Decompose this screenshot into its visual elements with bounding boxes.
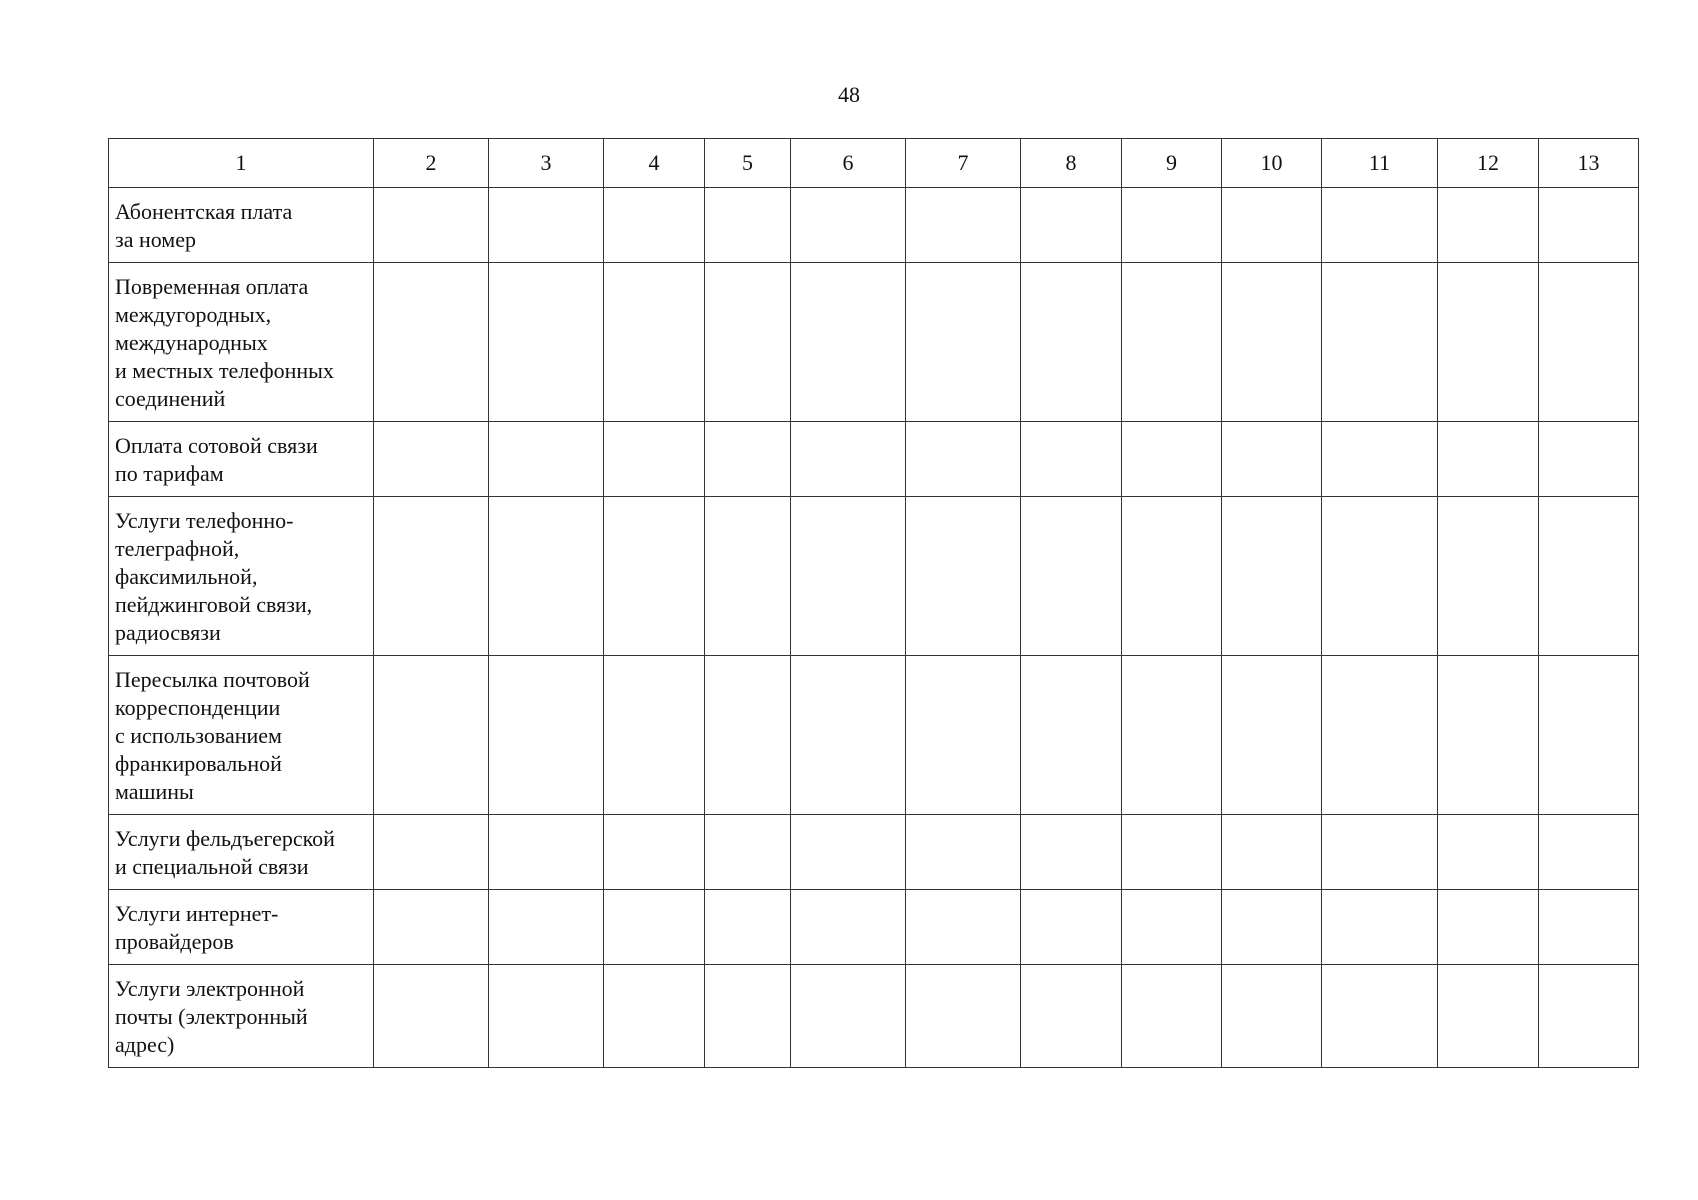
row-label-line: за номер (115, 227, 196, 252)
empty-cell (791, 497, 906, 656)
empty-cell (1021, 422, 1122, 497)
empty-cell (1539, 497, 1639, 656)
table-row (109, 890, 1639, 965)
row-label-line: Услуги фельдъегерской (115, 826, 335, 851)
empty-cell (1539, 656, 1639, 815)
empty-cell (1438, 815, 1539, 890)
empty-cell (374, 656, 489, 815)
empty-cell (906, 815, 1021, 890)
empty-cell (1222, 656, 1322, 815)
empty-cell (1539, 815, 1639, 890)
empty-cell (374, 263, 489, 422)
row-label-line: почты (электронный (115, 1004, 308, 1029)
empty-cell (374, 965, 489, 1068)
table-row (109, 188, 1639, 263)
row-label-line: Пересылка почтовой (115, 667, 310, 692)
empty-cell (1539, 188, 1639, 263)
empty-cell (1122, 263, 1222, 422)
empty-cell (489, 263, 604, 422)
empty-cell (1322, 656, 1438, 815)
empty-cell (489, 815, 604, 890)
row-label-line: факсимильной, (115, 564, 258, 589)
empty-cell (791, 188, 906, 263)
empty-cell (374, 815, 489, 890)
empty-cell (1539, 422, 1639, 497)
table-row (109, 497, 1639, 656)
row-label-line: машины (115, 779, 194, 804)
row-label (109, 263, 374, 422)
empty-cell (1322, 497, 1438, 656)
empty-cell (1222, 497, 1322, 656)
empty-cell (1438, 188, 1539, 263)
empty-cell (906, 656, 1021, 815)
services-table (108, 138, 1639, 1068)
empty-cell (1122, 422, 1222, 497)
column-header: 7 (906, 139, 1021, 188)
column-header: 3 (489, 139, 604, 188)
empty-cell (604, 965, 705, 1068)
column-header: 5 (705, 139, 791, 188)
empty-cell (1122, 656, 1222, 815)
empty-cell (1438, 422, 1539, 497)
column-header: 11 (1322, 139, 1438, 188)
empty-cell (1021, 890, 1122, 965)
row-label-line: телеграфной, (115, 536, 240, 561)
column-header: 4 (604, 139, 705, 188)
empty-cell (489, 188, 604, 263)
column-header: 2 (374, 139, 489, 188)
empty-cell (489, 656, 604, 815)
empty-cell (1438, 497, 1539, 656)
empty-cell (705, 965, 791, 1068)
empty-cell (1438, 263, 1539, 422)
empty-cell (705, 656, 791, 815)
row-label (109, 188, 374, 263)
row-label (109, 656, 374, 815)
empty-cell (374, 497, 489, 656)
empty-cell (705, 188, 791, 263)
empty-cell (1021, 497, 1122, 656)
row-label-line: по тарифам (115, 461, 224, 486)
empty-cell (1539, 263, 1639, 422)
empty-cell (489, 422, 604, 497)
empty-cell (489, 890, 604, 965)
empty-cell (1438, 965, 1539, 1068)
empty-cell (791, 656, 906, 815)
empty-cell (1122, 890, 1222, 965)
row-label-line: Абонентская плата (115, 199, 293, 224)
empty-cell (1122, 497, 1222, 656)
column-header: 8 (1021, 139, 1122, 188)
row-label (109, 815, 374, 890)
table-row (109, 263, 1639, 422)
empty-cell (1438, 890, 1539, 965)
empty-cell (1222, 815, 1322, 890)
empty-cell (791, 815, 906, 890)
empty-cell (705, 497, 791, 656)
row-label-line: Услуги телефонно- (115, 508, 294, 533)
row-label-line: с использованием (115, 723, 282, 748)
empty-cell (489, 497, 604, 656)
row-label-line: соединений (115, 386, 226, 411)
empty-cell (1322, 422, 1438, 497)
empty-cell (489, 965, 604, 1068)
empty-cell (705, 815, 791, 890)
empty-cell (604, 188, 705, 263)
empty-cell (1539, 890, 1639, 965)
empty-cell (1122, 188, 1222, 263)
empty-cell (1539, 965, 1639, 1068)
empty-cell (1322, 188, 1438, 263)
empty-cell (1322, 965, 1438, 1068)
table-row (109, 815, 1639, 890)
page-number: 48 (838, 82, 860, 107)
empty-cell (604, 815, 705, 890)
empty-cell (1222, 422, 1322, 497)
empty-cell (705, 263, 791, 422)
row-label-line: радиосвязи (115, 620, 221, 645)
empty-cell (791, 422, 906, 497)
table-row (109, 422, 1639, 497)
empty-cell (1021, 188, 1122, 263)
row-label-line: адрес) (115, 1032, 175, 1057)
empty-cell (604, 263, 705, 422)
row-label-line: международных (115, 330, 268, 355)
empty-cell (1021, 656, 1122, 815)
empty-cell (791, 263, 906, 422)
row-label (109, 965, 374, 1068)
table-row (109, 656, 1639, 815)
row-label (109, 422, 374, 497)
table-row (109, 965, 1639, 1068)
table-body (109, 188, 1639, 1068)
empty-cell (1222, 890, 1322, 965)
empty-cell (1222, 188, 1322, 263)
empty-cell (374, 188, 489, 263)
empty-cell (1222, 965, 1322, 1068)
column-header: 9 (1122, 139, 1222, 188)
row-label-line: Повременная оплата (115, 274, 309, 299)
empty-cell (1438, 656, 1539, 815)
empty-cell (1322, 263, 1438, 422)
row-label-line: и местных телефонных (115, 358, 334, 383)
column-header: 6 (791, 139, 906, 188)
row-label-line: франкировальной (115, 751, 282, 776)
column-header: 12 (1438, 139, 1539, 188)
empty-cell (1322, 890, 1438, 965)
column-header: 13 (1539, 139, 1639, 188)
row-label (109, 890, 374, 965)
column-header: 1 (109, 139, 374, 188)
row-label-line: Услуги интернет- (115, 901, 279, 926)
empty-cell (1222, 263, 1322, 422)
empty-cell (906, 188, 1021, 263)
row-label-line: корреспонденции (115, 695, 281, 720)
empty-cell (791, 890, 906, 965)
empty-cell (374, 422, 489, 497)
empty-cell (705, 890, 791, 965)
header-row (109, 139, 1639, 188)
row-label-line: междугородных, (115, 302, 272, 327)
row-label-line: Оплата сотовой связи (115, 433, 318, 458)
empty-cell (604, 422, 705, 497)
empty-cell (1021, 815, 1122, 890)
empty-cell (604, 890, 705, 965)
row-label-line: и специальной связи (115, 854, 309, 879)
empty-cell (1322, 815, 1438, 890)
empty-cell (604, 497, 705, 656)
row-label-line: провайдеров (115, 929, 234, 954)
empty-cell (1122, 965, 1222, 1068)
row-label-line: Услуги электронной (115, 976, 305, 1001)
empty-cell (791, 965, 906, 1068)
empty-cell (604, 656, 705, 815)
column-header: 10 (1222, 139, 1322, 188)
row-label-line: пейджинговой связи, (115, 592, 313, 617)
empty-cell (1021, 965, 1122, 1068)
empty-cell (1021, 263, 1122, 422)
empty-cell (1122, 815, 1222, 890)
empty-cell (906, 422, 1021, 497)
empty-cell (906, 890, 1021, 965)
empty-cell (374, 890, 489, 965)
empty-cell (906, 497, 1021, 656)
empty-cell (906, 263, 1021, 422)
empty-cell (906, 965, 1021, 1068)
empty-cell (705, 422, 791, 497)
row-label (109, 497, 374, 656)
